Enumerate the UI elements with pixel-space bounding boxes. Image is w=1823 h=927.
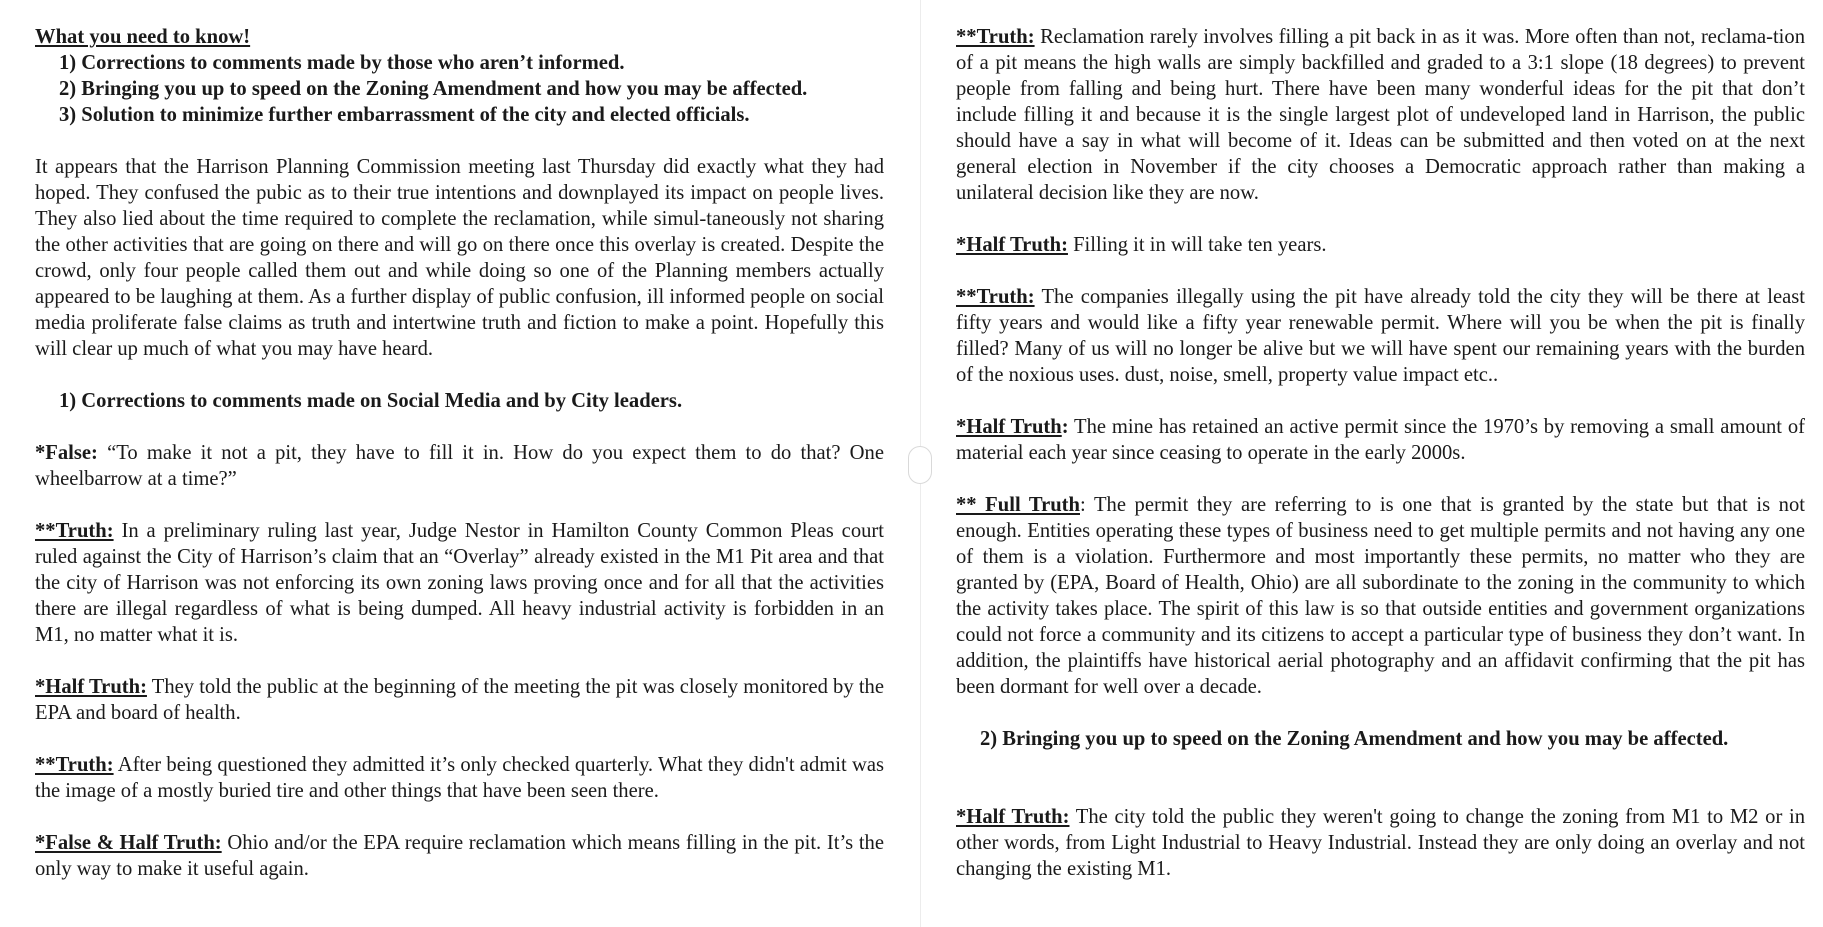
entry-text: Reclamation rarely involves filling a pit back in as it was. More often than not, reclama-tion of a pit means the high walls are simply backfilled and graded to a 3:1 slope (18 degrees) to prevent people from falling and being hurt. There have been many wonderful ideas for the pit that don’t include filling it and because it is the single largest plot of undeveloped land in Harrison, the public should have a say in what will become of it. Ideas can be submitted and then voted on at the next general election in November if the city chooses a Democratic approach rather than making a unilateral decision like they are now. [956, 26, 1805, 204]
intro-paragraph: It appears that the Harrison Planning Commission meeting last Thursday did exactly what they had hoped. They confused the pubic as to their true intentions and downplayed its impact on people lives. They also lied about the time required to complete the reclamation, while simul-taneously not sharing the other activities that are going on there and will go on there once this overlay is created. Despite the crowd, only four people called them out and while doing so one of the Planning members actually appeared to be laughing at them. As a further display of public confusion, ill informed people on social media proliferate false claims as truth and intertwine truth and fiction to make a point. Hopefully this will clear up much of what you may have heard. [35, 156, 884, 360]
document-heading: What you need to know! [35, 26, 251, 48]
entry-half-truth-epa-monitoring [35, 674, 884, 726]
entry-text: After being questioned they admitted it’s only checked quarterly. What they didn't admit was the image of a mostly buried tire and other things that have been seen there. [35, 754, 884, 802]
entry-text: The city told the public they weren't going to change the zoning from M1 to M2 or in other words, from Light Industrial to Heavy Industrial. Instead they are only doing an overlay and not changing the existing M1. [956, 806, 1805, 880]
intro-list-item-3: 3) Solution to minimize further embarrassment of the city and elected officials. [59, 104, 750, 126]
section-1-title: 1) Corrections to comments made on Social Media and by City leaders. [59, 390, 683, 412]
entry-text: Ohio and/or the EPA require reclamation which means filling in the pit. It’s the only way to make it useful again. [35, 832, 884, 880]
entry-label: *Half Truth: [35, 676, 147, 698]
entry-text: In a preliminary ruling last year, Judge Nestor in Hamilton County Common Pleas court ruled against the City of Harrison’s claim that an “Overlay” already existed in the M1 Pit area and that the city of Harrison was not enforcing its own zoning laws proving once and for all that the activities there are illegal regardless of what is being dumped. All heavy industrial activity is forbidden in an M1, no matter what it is. [35, 520, 884, 646]
entry-label: **Truth: [35, 520, 114, 542]
entry-text: They told the public at the beginning of the meeting the pit was closely monitored by the EPA and board of health. [35, 676, 884, 724]
entry-truth-reclamation-slope [956, 24, 1805, 206]
entry-text: “To make it not a pit, they have to fill it in. How do you expect them to do that? One wheelbarrow at a time?” [35, 442, 884, 490]
entry-label: *False: [35, 442, 98, 464]
entry-half-truth-ten-years [956, 232, 1805, 258]
entry-half-truth-active-permit [956, 414, 1805, 466]
entry-label-colon: : [1061, 416, 1069, 438]
entry-label: *False & Half Truth: [35, 832, 222, 854]
entry-half-truth-zoning [956, 804, 1805, 882]
entry-truth-fifty-years [956, 284, 1805, 388]
entry-label: **Truth: [35, 754, 114, 776]
entry-label: **Truth: [956, 26, 1035, 48]
entry-label: *Half Truth: [956, 806, 1070, 828]
entry-text: : The permit they are referring to is one that is granted by the state but that is not enough. Entities operating these types of business need to get multiple permits and not having any one of them is a violation. Furthermore and most importantly these permits, no matter who they are granted by (EPA, Board of Health, Ohio) are all subordinate to the zoning in the community to which the activity takes place. The spirit of this law is so that outside entities and government organizations could not force a community and its citizens to accept a particular type of business they don’t want. In addition, the plaintiffs have historical aerial photography and an affidavit confirming that the pit has been dormant for well over a decade. [956, 494, 1805, 698]
entry-full-truth-permits [956, 492, 1805, 700]
entry-label: *Half Truth: [956, 234, 1068, 256]
intro-list-item-2: 2) Bringing you up to speed on the Zoning Amendment and how you may be affected. [59, 78, 808, 100]
entry-false-half-truth-reclamation [35, 830, 884, 882]
right-page [921, 0, 1823, 927]
entry-truth-quarterly [35, 752, 884, 804]
entry-label: **Truth: [956, 286, 1035, 308]
entry-text: The mine has retained an active permit since the 1970’s by removing a small amount of material each year since ceasing to operate in the early 2000s. [956, 416, 1805, 464]
entry-false-wheelbarrow [35, 440, 884, 492]
intro-list-item-1: 1) Corrections to comments made by those who aren’t informed. [59, 52, 625, 74]
entry-text: Filling it in will take ten years. [1067, 234, 1327, 256]
entry-text: The companies illegally using the pit have already told the city they will be there at least fifty years and would like a fifty year renewable permit. Where will you be when the pit is finally filled? Many of us will no longer be alive but we will have spent our remaining years with the burden of the noxious uses. dust, noise, smell, property value impact etc.. [956, 286, 1805, 386]
entry-truth-judge-nestor [35, 518, 884, 648]
entry-label: *Half Truth [956, 416, 1062, 438]
entry-label: ** Full Truth [956, 494, 1080, 516]
section-2-title: 2) Bringing you up to speed on the Zoning Amendment and how you may be affected. [980, 728, 1729, 750]
